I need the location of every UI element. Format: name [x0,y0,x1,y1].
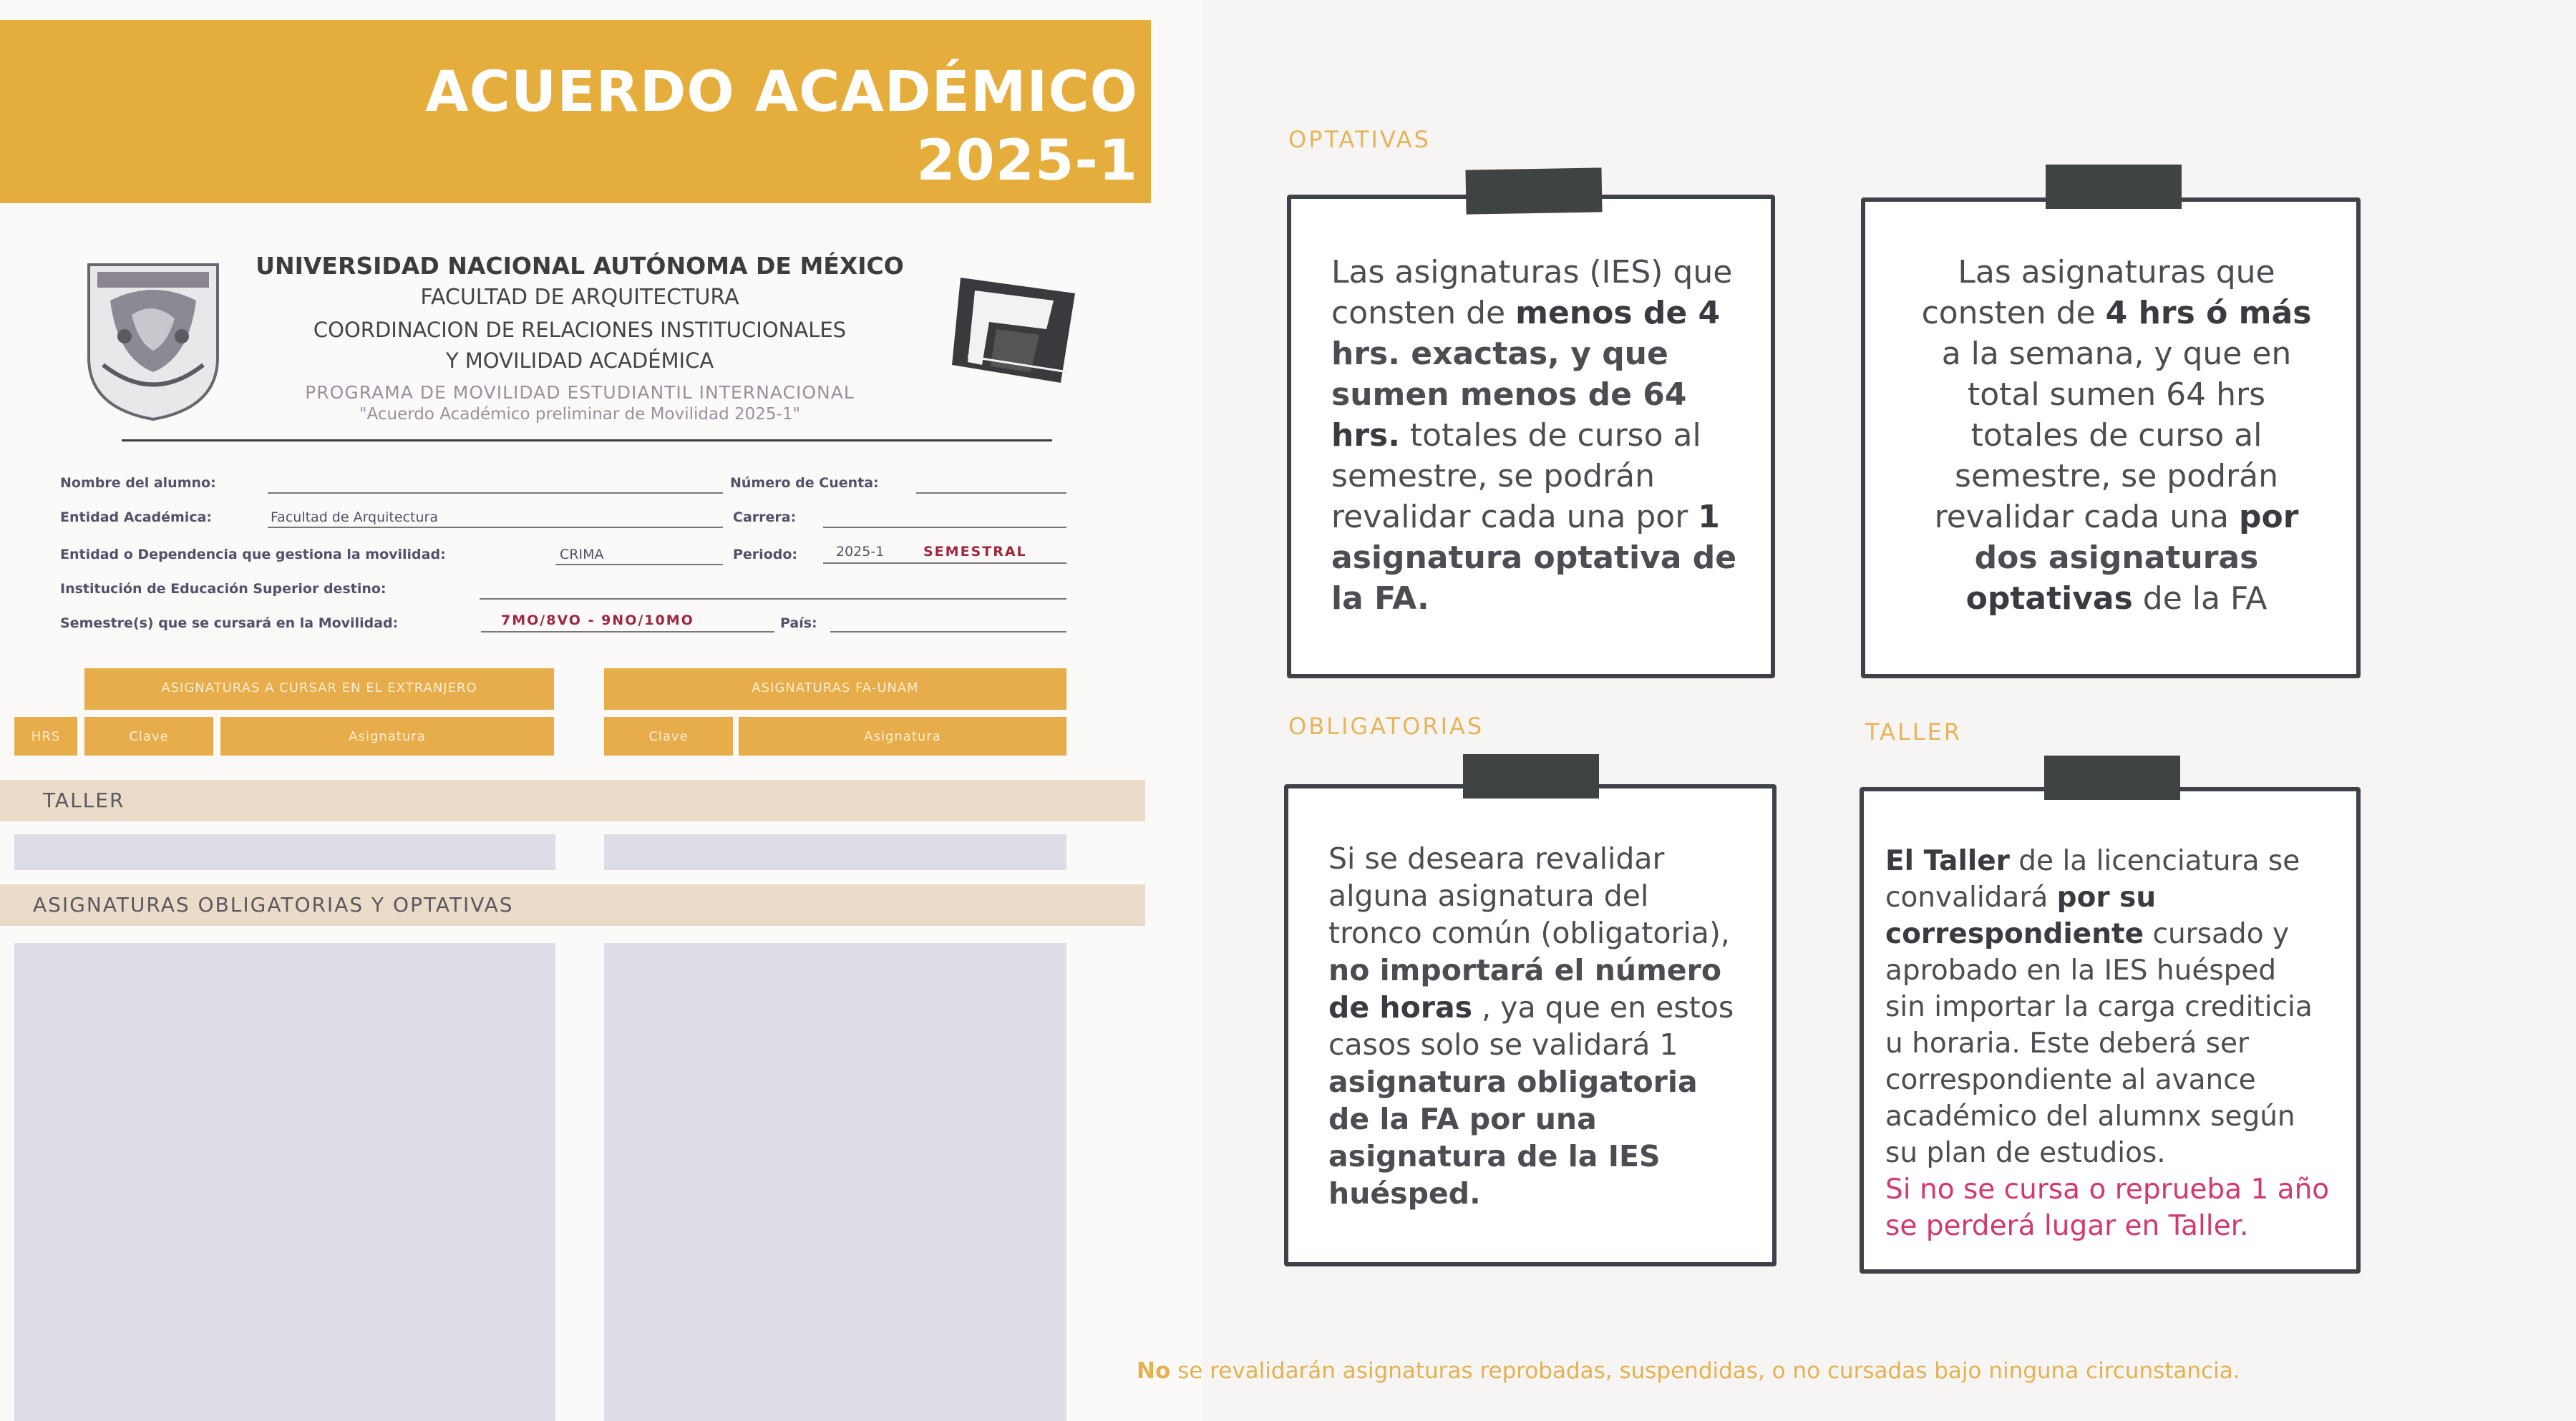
card-line [1905,497,2328,537]
coordination-line1: COORDINACION DE RELACIONES INSTITUCIONALES [313,318,847,342]
semester-value: 7MO/8VO - 9NO/10MO [501,612,694,628]
card-line: Las asignaturas que [1958,254,2275,290]
card-line: Las asignaturas (IES) que [1331,254,1733,290]
card-line [1331,415,1742,456]
card-line-part: de la FA [2132,580,2268,617]
card-line-part: totales de curso al [1399,417,1701,454]
taller-section-band: TALLER [0,780,1145,821]
card-line: sin importar la carga crediticia [1885,991,2313,1023]
semester-field[interactable] [481,631,774,633]
card-line: tronco común (obligatoria), [1328,916,1730,950]
taller-warning-line2: se perderá lugar en Taller. [1885,1210,2249,1242]
card-line: sumen menos de 64 [1331,376,1687,413]
obligatorias-label: OBLIGATORIAS [1288,713,1484,740]
subjects-grid-abroad[interactable] [14,943,555,1421]
card-line: a la semana, y que en [1941,336,2292,372]
taller-label: TALLER [1865,718,1963,746]
footer-text: se revalidarán asignaturas reprobadas, suspendidas, o no cursadas bajo ninguna circunstancia. [1170,1358,2240,1384]
optativas-card-4hrs-or-more-text [1905,252,2328,619]
period-field[interactable] [823,562,1066,564]
card-line-part: cursado y [2144,918,2290,950]
optativas-card-4hrs-or-more [1861,197,2361,678]
card-line: de la FA por una [1328,1102,1597,1136]
header-divider [122,439,1052,441]
card-line [1905,293,2328,333]
fa-logo-icon [946,272,1097,386]
card-line-bold: 1 [1698,499,1720,535]
card-line-bold: por [2238,499,2299,535]
card-line-part: convalidará [1885,882,2057,914]
col-hrs: HRS [14,717,77,756]
card-line: dos asignaturas [1974,539,2259,576]
destination-ies-field[interactable] [480,598,1066,600]
card-line: alguna asignatura del [1328,879,1649,913]
card-line: correspondiente al avance [1885,1064,2256,1096]
program-name: PROGRAMA DE MOVILIDAD ESTUDIANTIL INTERNACIONAL [305,382,855,403]
tape-decoration [2046,165,2182,209]
career-field[interactable] [823,527,1066,528]
destination-ies-label: Institución de Educación Superior destino: [60,581,387,597]
col-asignatura-fa: Asignatura [739,717,1066,756]
optativas-label: OPTATIVAS [1288,126,1431,153]
card-line: casos solo se validará 1 [1328,1027,1678,1062]
oblig-optional-section-band: ASIGNATURAS OBLIGATORIAS Y OPTATIVAS [0,884,1145,926]
entity-label: Entidad Académica: [60,509,213,525]
student-name-field[interactable] [268,492,723,494]
card-line-bold: de horas [1328,990,1473,1025]
entity-field[interactable] [268,527,723,528]
dependency-label: Entidad o Dependencia que gestiona la movilidad: [60,547,446,562]
card-line: totales de curso al [1970,417,2262,454]
fa-subjects-header: ASIGNATURAS FA-UNAM [604,668,1066,710]
card-line [1328,989,1744,1026]
title-line2: 2025-1 [916,129,1138,193]
card-line: semestre, se podrán [1331,458,1655,494]
card-line-bold: hrs. [1331,417,1400,454]
tape-decoration [2044,756,2180,800]
student-name-label: Nombre del alumno: [60,475,216,491]
col-clave-fa: Clave [604,717,733,756]
account-number-field[interactable] [916,492,1066,494]
taller-row-abroad[interactable] [14,834,555,870]
card-line: asignatura de la IES [1328,1139,1661,1173]
footer-no: No [1137,1358,1171,1384]
taller-row-fa[interactable] [604,834,1066,870]
abroad-subjects-header: ASIGNATURAS A CURSAR EN EL EXTRANJERO [84,668,554,710]
taller-card-text [1885,843,2336,1244]
card-line: la FA. [1331,580,1429,617]
agreement-form-sheet [0,0,1202,1421]
card-line [1331,293,1742,333]
dependency-value: CRIMA [560,547,604,562]
card-line [1885,843,2336,879]
card-line: total sumen 64 hrs [1967,376,2266,413]
card-line-bold: optativas [1965,580,2133,617]
card-line [1885,879,2336,916]
card-line-bold: por su [2056,882,2157,914]
col-asignatura: Asignatura [220,717,554,756]
period-type-value: SEMESTRAL [923,544,1027,560]
faculty-name: FACULTAD DE ARQUITECTURA [420,285,739,310]
career-label: Carrera: [733,509,797,525]
card-line: no importará el número [1328,953,1721,987]
col-clave: Clave [84,717,213,756]
unam-seal-icon [74,250,232,422]
card-line: aprobado en la IES huésped [1885,954,2277,987]
coordination-line2: Y MOVILIDAD ACADÉMICA [445,348,714,373]
card-line-part: revalidar cada una [1934,499,2239,535]
subjects-grid-fa[interactable] [604,943,1066,1421]
card-line [1331,497,1742,537]
period-label: Periodo: [733,547,797,562]
card-line: hrs. exactas, y que [1331,336,1668,372]
card-line-bold: El Taller [1885,845,2010,877]
entity-value: Facultad de Arquitectura [271,509,438,525]
card-line-part: consten de [1331,295,1516,331]
card-line: u horaria. Este deberá ser [1885,1027,2250,1060]
tape-decoration [1463,754,1599,799]
dependency-field[interactable] [555,564,723,565]
card-line: asignatura optativa de [1331,539,1737,576]
card-line: su plan de estudios. [1885,1137,2166,1169]
obligatorias-card-text [1328,840,1744,1212]
card-line-part: revalidar cada una por [1331,499,1698,535]
country-field[interactable] [830,631,1066,633]
tape-decoration [1465,167,1602,214]
card-line-part: , ya que en estos [1472,990,1734,1025]
card-line: huésped. [1328,1176,1481,1211]
card-line: Si se deseara revalidar [1328,841,1665,876]
semester-label: Semestre(s) que se cursará en la Movilidad: [60,615,399,631]
title-band [0,20,1151,203]
card-line [1905,578,2328,619]
university-name: UNIVERSIDAD NACIONAL AUTÓNOMA DE MÉXICO [256,252,904,280]
country-label: País: [780,615,817,631]
card-line-part: de la licenciatura se [2009,845,2300,877]
card-line: asignatura obligatoria [1328,1065,1698,1099]
footer-note [1137,1358,2240,1384]
obligatorias-card [1284,784,1777,1266]
title-line1: ACUERDO ACADÉMICO [425,60,1138,124]
card-line-part: consten de [1921,295,2106,331]
card-line-bold: correspondiente [1885,918,2144,950]
card-line [1885,916,2336,952]
card-line-bold: 4 hrs ó más [2105,295,2312,331]
account-number-label: Número de Cuenta: [730,475,879,491]
card-line-bold: menos de 4 [1515,295,1721,331]
taller-warning-line1: Si no se cursa o reprueba 1 año [1885,1173,2330,1206]
taller-card [1860,787,2361,1274]
card-line: semestre, se podrán [1955,458,2278,494]
card-line: académico del alumnx según [1885,1100,2295,1133]
agreement-subtitle: "Acuerdo Académico preliminar de Movilidad 2025-1" [359,405,801,424]
period-value: 2025-1 [836,544,885,560]
optativas-card-under-4hrs [1287,195,1775,678]
optativas-card-under-4hrs-text [1331,252,1742,619]
